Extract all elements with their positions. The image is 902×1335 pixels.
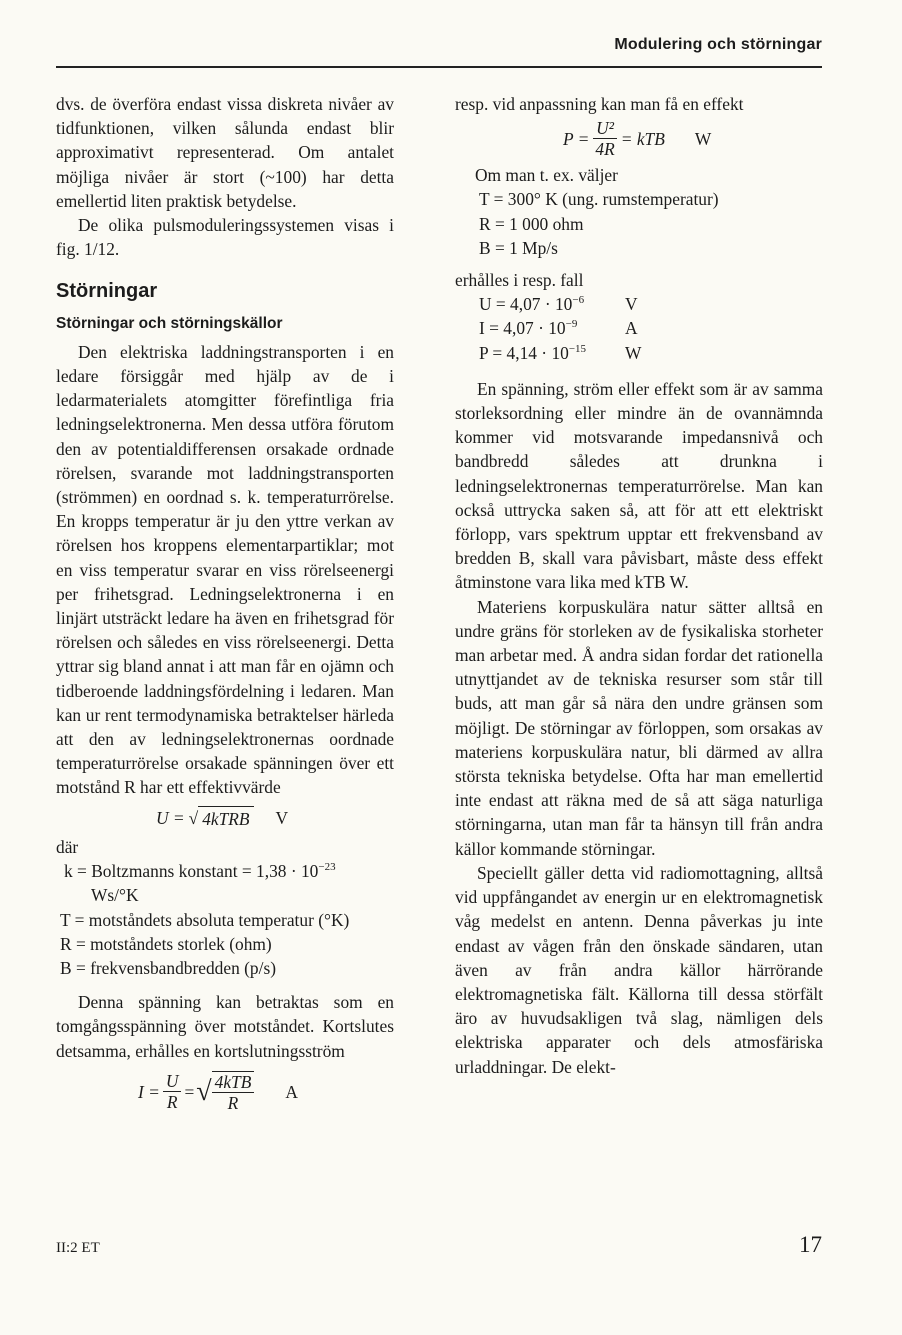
def-T: T = motståndets absoluta temperatur (°K) [60, 909, 350, 930]
value-T: T = 300° K (ung. rumstemperatur) [479, 189, 719, 210]
eq-lhs: P = [563, 128, 590, 149]
eq-lhs: I = [138, 1081, 160, 1102]
result-I: $I = 4,07 \cdot 10^{-9}$ A [479, 318, 638, 339]
left-column [56, 92, 394, 1113]
value-R: R = 1 000 ohm [479, 213, 584, 234]
equation-short-circuit-current [138, 1071, 394, 1113]
paragraph: En spänning, ström eller effekt som är av samma storleksordning eller mindre än de ovannämnda kommer vid motsvarande impedansnivå och bandbredd således att drunkna i ledningselektronernas temperaturrörelse. Man kan också uttrycka saken så, att för att ett elektriskt förlopp, vars spektrum upptar ett frekvensband av bredden B, skall vara påvisbart, måste dess effekt åtminstone vara lika med kTB W. [455, 378, 823, 593]
paragraph: dvs. de överföra endast vissa diskreta nivåer av tidfunktionen, vilken sålunda endast blir approximativt representerad. Om antalet möjliga nivåer är stort (~100) har detta emellertid liten praktisk betydelse. [56, 94, 394, 211]
result-P: $P = 4,14 \cdot 10^{-15}$ W [479, 342, 642, 363]
paragraph: resp. vid anpassning kan man få en effekt [455, 94, 744, 114]
eq-radicand: 4kTRB [198, 806, 253, 831]
value-B: B = 1 Mp/s [479, 237, 558, 258]
sqrt-sign: √ [188, 808, 199, 829]
fraction: $\frac{\text{4kTB}}{R}$ [212, 1071, 255, 1113]
paragraph: Materiens korpuskulära natur sätter alltså en undre gräns för storleken av de fysikaliska storheter man arbetar med. Å andra sidan fordar det rationella utnyttjandet av de tekniska resurser som står till buds, att man går så nära den undre gränsen som möjligt. De störningar av förloppen, som orsakas av materiens korpuskulära natur, bli därmed av allra största tekniska betydelse. Ofta har man emellertid inte endast att räkna med de så att säga naturliga störningarna, utan man får ta hänsyn till från andra källor kommande störningar. [455, 596, 823, 859]
paragraph: Speciellt gäller detta vid radiomottagning, alltså vid uppfångandet av energin ur en elektromagnetisk våg medelst en antenn. Denna påverkas ju inte endast av vågen från den önskade sändaren, utan även av från andra källor härrörande elektromagnetiska fält. Källorna till dessa störfält äro av huvudsakligen två slag, nämligen dels elektriska apparater och dels atmosfäriska urladdningar. De elekt- [455, 862, 823, 1077]
def-k-unit: Ws/°K [91, 885, 139, 906]
paragraph: De olika pulsmoduleringssystemen visas i fig. 1/12. [56, 215, 394, 260]
signature-mark: II:2 ET [56, 1240, 100, 1256]
equation-power [563, 118, 823, 159]
eq-unit: A [285, 1081, 298, 1102]
fraction: $\frac{\text{U²}}{4R}$ [592, 118, 617, 159]
text-line: Om man t. ex. väljer [475, 165, 618, 186]
eq-unit: W [694, 128, 712, 149]
equation-noise-voltage [156, 806, 394, 831]
fraction: $\frac{U}{R}$ [163, 1071, 182, 1112]
subsection-heading: Störningar och störningskällor [56, 314, 283, 332]
page-number: 17 [799, 1232, 822, 1257]
eq-rhs: = kTB [620, 128, 665, 149]
def-R: R = motståndets storlek (ohm) [60, 933, 272, 954]
def-k: k = Boltzmanns konstant = $1,38 \cdot 10^{-23}$ [64, 861, 336, 882]
eq-lhs: U = [156, 808, 185, 829]
text-line: erhålles i resp. fall [455, 270, 584, 291]
result-U: $U = 4,07 \cdot 10^{-6}$ V [479, 294, 638, 315]
symbol-definitions [56, 859, 394, 980]
def-B: B = frekvensbandbredden (p/s) [60, 957, 277, 978]
right-column [455, 92, 823, 1079]
section-heading: Störningar [56, 280, 158, 303]
eq-unit: V [275, 808, 289, 829]
header-rule [56, 66, 822, 68]
sqrt-sign: √ [196, 1075, 212, 1107]
running-header: Modulering och störningar [614, 36, 822, 53]
equals-sign: = [184, 1081, 195, 1102]
paragraph: Denna spänning kan betraktas som en tomgångsspänning över motståndet. Kortslutes detsamma, erhålles en kortslutningsström [56, 992, 394, 1061]
paragraph: Den elektriska laddningstransporten i en ledare försiggår med hjälp av de i ledarmaterialets atomgitter förefintliga fria ledningselektronerna. Men dessa utföra förutom den av potentialdifferensen orsakade ordnade rörelsen, svarande mot laddningstransporten (strömmen) en oordnad s. k. temperaturrörelse. En kropps temperatur är ju den yttre verkan av rörelsen hos kroppens elementarpartiklar; mot en viss temperatur svarar en viss rörelseenergi per frihetsgrad. Ledningselektronerna i en linjärt utsträckt ledare ha även en frihetsgrad för rörelsen och således en viss rörelseenergi. Detta yttrar sig bland annat i att man får en ojämn och tidberoende laddningsfördelning i ledaren. Man kan ur rent termodynamiska betraktelser härleda att den av ledningselektronernas oordnade temperaturrörelse orsakade spänningen över ett motstånd R har ett effektivvärde [56, 341, 394, 798]
where-label: där [56, 836, 79, 857]
